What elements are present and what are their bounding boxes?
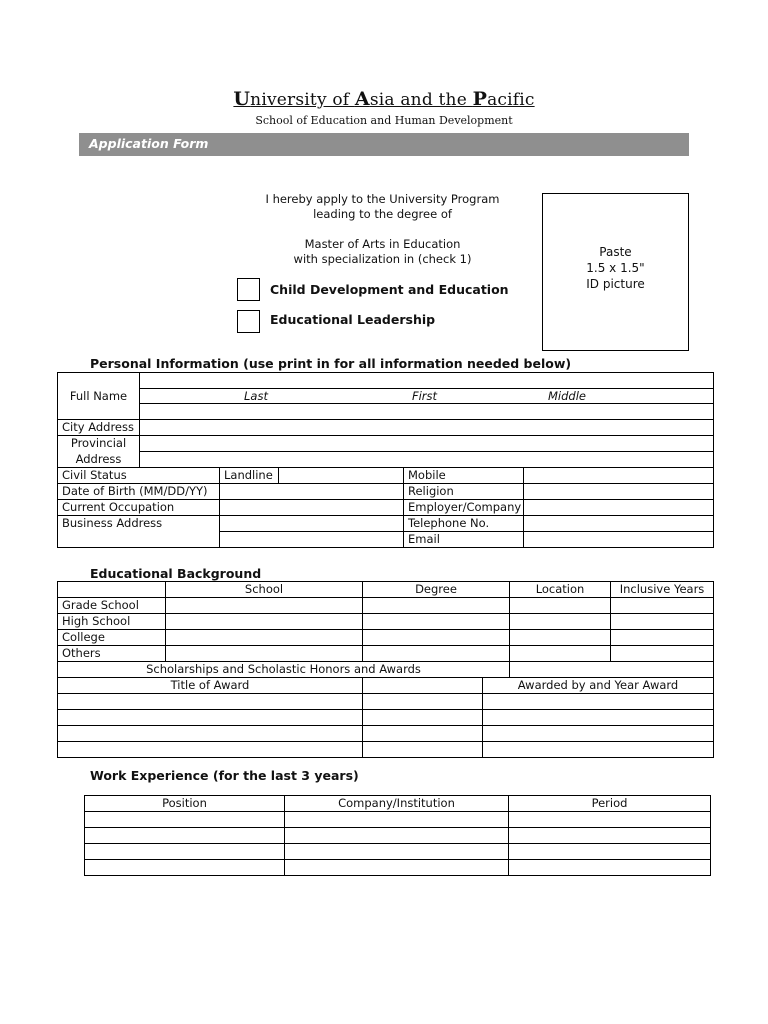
- work-experience-heading: Work Experience (for the last 3 years): [90, 768, 359, 783]
- table-row: [58, 726, 714, 742]
- specialization-instruction: with specialization in (check 1): [293, 252, 472, 266]
- table-row: [85, 812, 711, 828]
- company-cell[interactable]: [285, 812, 509, 828]
- period-cell[interactable]: [509, 812, 711, 828]
- photo-instructions: [543, 244, 688, 292]
- provincial-address-field-2[interactable]: [140, 452, 714, 468]
- name-extra-field[interactable]: [140, 404, 714, 420]
- intro-line: leading to the degree of: [313, 207, 452, 221]
- company-header: Company/Institution: [285, 796, 509, 812]
- intro-line: I hereby apply to the University Program: [265, 192, 500, 206]
- table-row: [58, 404, 714, 420]
- provincial-address-label-2: Address: [58, 452, 140, 468]
- child-development-label: Child Development and Education: [270, 282, 509, 297]
- high-school-label: High School: [58, 614, 166, 630]
- business-address-field-2[interactable]: [220, 532, 404, 548]
- name-parts-row: [140, 389, 714, 404]
- education-heading: Educational Background: [90, 566, 262, 581]
- first-name-label: First: [412, 389, 438, 403]
- city-address-label: City Address: [58, 420, 140, 436]
- table-row: [58, 614, 714, 630]
- awarded-by-cell[interactable]: [483, 694, 714, 710]
- table-row: [58, 389, 714, 404]
- school-name: School of Education and Human Development: [255, 114, 513, 127]
- religion-label: Religion: [404, 484, 524, 500]
- city-address-field[interactable]: [140, 420, 714, 436]
- location-header: Location: [510, 582, 611, 598]
- personal-info-heading: Personal Information (use print in for all information needed below): [90, 356, 572, 371]
- award-middle-cell[interactable]: [363, 742, 483, 758]
- title-of-award-header: Title of Award: [58, 678, 363, 694]
- table-row: [58, 420, 714, 436]
- form-title: Application Form: [89, 136, 209, 151]
- child-development-checkbox[interactable]: [237, 278, 260, 301]
- table-row: [85, 796, 711, 812]
- telephone-label: Telephone No.: [404, 516, 524, 532]
- award-title-cell[interactable]: [58, 726, 363, 742]
- table-row: [58, 742, 714, 758]
- dob-field[interactable]: [220, 484, 404, 500]
- position-header: Position: [85, 796, 285, 812]
- awarded-by-cell[interactable]: [483, 742, 714, 758]
- landline-label: Landline: [220, 468, 279, 484]
- table-row: [58, 678, 714, 694]
- id-photo-box[interactable]: [542, 193, 689, 351]
- table-row: [58, 662, 714, 678]
- position-cell[interactable]: [85, 844, 285, 860]
- degree-statement: [240, 237, 525, 267]
- school-cell[interactable]: [166, 614, 363, 630]
- degree-cell[interactable]: [363, 598, 510, 614]
- award-title-cell[interactable]: [58, 694, 363, 710]
- educational-leadership-label: Educational Leadership: [270, 312, 436, 327]
- years-cell[interactable]: [611, 614, 714, 630]
- company-cell[interactable]: [285, 828, 509, 844]
- award-title-cell[interactable]: [58, 742, 363, 758]
- education-table: [57, 581, 714, 758]
- degree-cell[interactable]: [363, 614, 510, 630]
- photo-line: ID picture: [586, 277, 645, 291]
- period-header: Period: [509, 796, 711, 812]
- college-label: College: [58, 630, 166, 646]
- occupation-label: Current Occupation: [58, 500, 220, 516]
- position-cell[interactable]: [85, 828, 285, 844]
- school-cell[interactable]: [166, 646, 363, 662]
- email-field[interactable]: [524, 532, 714, 548]
- period-cell[interactable]: [509, 828, 711, 844]
- last-name-label: Last: [244, 389, 268, 403]
- table-row: [58, 468, 714, 484]
- photo-line: Paste: [599, 245, 632, 259]
- table-row: [58, 484, 714, 500]
- document-header: [0, 88, 768, 127]
- educational-leadership-checkbox[interactable]: [237, 310, 260, 333]
- landline-field[interactable]: [279, 468, 404, 484]
- table-row: [58, 630, 714, 646]
- company-cell[interactable]: [285, 860, 509, 876]
- level-header-blank: [58, 582, 166, 598]
- grade-school-label: Grade School: [58, 598, 166, 614]
- scholarships-header-blank: [510, 662, 714, 678]
- award-middle-header: [363, 678, 483, 694]
- employer-label: Employer/Company: [404, 500, 524, 516]
- business-address-field[interactable]: [220, 516, 404, 532]
- position-cell[interactable]: [85, 860, 285, 876]
- provincial-address-field[interactable]: [140, 436, 714, 452]
- full-name-label: Full Name: [58, 373, 140, 420]
- business-address-label-blank: [58, 532, 220, 548]
- mobile-label: Mobile: [404, 468, 524, 484]
- table-row: [58, 452, 714, 468]
- school-header: School: [166, 582, 363, 598]
- mobile-field[interactable]: [524, 468, 714, 484]
- religion-field[interactable]: [524, 484, 714, 500]
- school-cell[interactable]: [166, 630, 363, 646]
- location-cell[interactable]: [510, 598, 611, 614]
- company-cell[interactable]: [285, 844, 509, 860]
- table-row: [58, 598, 714, 614]
- university-name: University of Asia and the Pacific: [233, 88, 535, 110]
- award-title-cell[interactable]: [58, 710, 363, 726]
- table-row: [58, 582, 714, 598]
- business-address-label: Business Address: [58, 516, 220, 532]
- table-row: [85, 860, 711, 876]
- employer-field[interactable]: [524, 500, 714, 516]
- location-cell[interactable]: [510, 614, 611, 630]
- table-row: [58, 373, 714, 389]
- degree-cell[interactable]: [363, 646, 510, 662]
- location-cell[interactable]: [510, 630, 611, 646]
- degree-header: Degree: [363, 582, 510, 598]
- full-name-field[interactable]: [140, 373, 714, 389]
- degree-line: Master of Arts in Education: [304, 237, 461, 251]
- table-row: [58, 532, 714, 548]
- provincial-address-label: Provincial: [58, 436, 140, 452]
- middle-name-label: Middle: [548, 389, 586, 403]
- awarded-by-cell[interactable]: [483, 726, 714, 742]
- table-row: [58, 710, 714, 726]
- table-row: [58, 500, 714, 516]
- table-row: [58, 694, 714, 710]
- personal-info-table: [57, 372, 714, 548]
- award-middle-cell[interactable]: [363, 694, 483, 710]
- inclusive-years-header: Inclusive Years: [611, 582, 714, 598]
- table-row: [58, 516, 714, 532]
- award-middle-cell[interactable]: [363, 726, 483, 742]
- table-row: [58, 436, 714, 452]
- dob-label: Date of Birth (MM/DD/YY): [58, 484, 220, 500]
- table-row: [85, 844, 711, 860]
- email-label: Email: [404, 532, 524, 548]
- awarded-by-header: Awarded by and Year Award: [483, 678, 714, 694]
- years-cell[interactable]: [611, 646, 714, 662]
- position-cell[interactable]: [85, 812, 285, 828]
- degree-cell[interactable]: [363, 630, 510, 646]
- scholarships-header: Scholarships and Scholastic Honors and Awards: [58, 662, 510, 678]
- table-row: [58, 646, 714, 662]
- period-cell[interactable]: [509, 860, 711, 876]
- award-middle-cell[interactable]: [363, 710, 483, 726]
- others-label: Others: [58, 646, 166, 662]
- awarded-by-cell[interactable]: [483, 710, 714, 726]
- school-cell[interactable]: [166, 598, 363, 614]
- location-cell[interactable]: [510, 646, 611, 662]
- period-cell[interactable]: [509, 844, 711, 860]
- years-cell[interactable]: [611, 630, 714, 646]
- civil-status-label: Civil Status: [58, 468, 220, 484]
- form-title-bar: [79, 133, 689, 156]
- intro-statement: [240, 192, 525, 222]
- photo-line: 1.5 x 1.5": [586, 261, 645, 275]
- years-cell[interactable]: [611, 598, 714, 614]
- telephone-field[interactable]: [524, 516, 714, 532]
- table-row: [85, 828, 711, 844]
- work-experience-table: [84, 795, 711, 876]
- occupation-field[interactable]: [220, 500, 404, 516]
